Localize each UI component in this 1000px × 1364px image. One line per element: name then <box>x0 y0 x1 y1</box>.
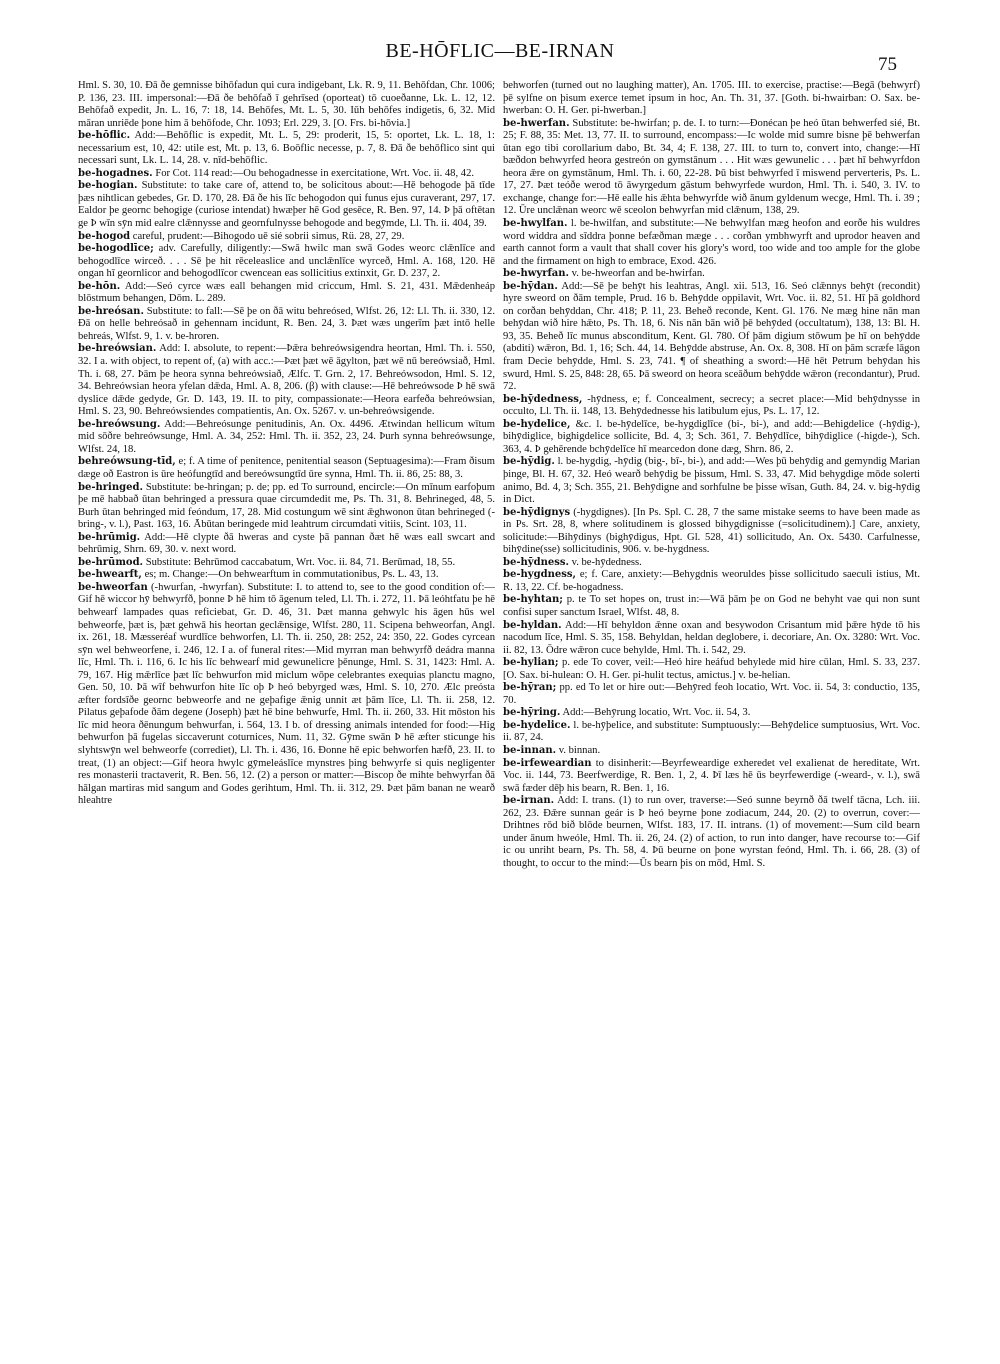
entry-headword: be-hogodlīce; <box>78 243 154 255</box>
entry-headword: be-hogadnes. <box>78 167 153 179</box>
entry-text: adv. Carefully, diligently:—Swā hwilc man swā Godes weorc clǣnlīce and behogodlīce wirceð. . . . Sē þe hit rēceleaslice and unclǣnlīce wyrceð, Hml. A. 168, 120. Hē ongan hī geornlicor and behogodlīcor cwencean eas sollicitius extinxit, Gr. D. 237, 2. <box>78 243 495 280</box>
entry-text: Add: I. trans. (1) to run over, traverse:—Seó sunne beyrnð ðā twelf tācna, Lch. iii. 262, 23. Ðǣre sunnan geár is Þ heó beyrne þone zodiacum, 244, 20. (2) to overrun, cover:—Drihtnes rōd bið blōde beurnen, Wlfst. 183, 17. II. intrans. (1) of movement:—Sum cild bearn under ānum hweóle, Hml. Th. ii. 26, 24. (2) of action, to run into danger, have recourse to:—Gif ic ou unriht bearn, Ps. Th. 58, 4. Þū beurne on þone wyrstan feónd, Hml. Th. i. 66, 28. (3) of thought, to occur to the mind:—Ūs bearn þis on mōd, Hml. S. <box>503 795 920 869</box>
entry-headword: be-hringed. <box>78 481 143 493</box>
running-head <box>0 40 1000 75</box>
dictionary-entry <box>78 281 495 306</box>
entry-text: -hȳdness, e; f. Concealment, secrecy; a secret place:—Mid behȳdnysse in occulto, Ll. Th. ii. 148, 13. Behȳdednesse his latibulum ejus, Ps. L. 17, 12. <box>503 393 920 418</box>
entry-text: Add:—Sē þe behȳt his leahtras, Angl. xii. 513, 16. Seó clǣnnys behȳt (recondit) hyre sweord on ðām temple, Prud. 16 b. Behȳdde oppilavit, Wrt. Voc. ii. 82, 51. Hī þā goldhord on corðan behȳddan, Chr. 418; P. 11, 23. Beheð reconde, Kent. Gl. 176. Ne mæg hine nān man behȳdan wið hire hǣto, Ps. Th. 18, 6. Nis nān bān wið þē behȳded (occultatum), 138, 13: Bl. H. 93, 35. Beheð līc munus absconditum, Kent. Gl. 780. Of þām digium stōwum þe hī on behȳdde (abditi) wǣron, Bd. 1, 16; Sch. 44, 14. Behȳdde abstruse, An. Ox. 8, 308. Hī on þām scræfe lāgon fram Decie behȳdde, Hml. S. 23, 741. ¶ of sheathing a sword:—Hē hēt Petrum behȳdan his swurd, Hml. S. 25, 848: 28, 65. Þā sweord on heora sceāðum behȳdde wǣron (recondantur), Prud. 72. <box>503 280 920 393</box>
entry-headword: be-hwylfan. <box>503 218 568 230</box>
dictionary-entry <box>503 80 920 118</box>
entry-headword: be-hwyrfan. <box>503 268 569 280</box>
entry-headword: be-hylian; <box>503 657 559 669</box>
entry-text: Add:—Behreósunge penitudinis, An. Ox. 4496. Ætwindan hellicum wītum mid sōðre behreówsunge, Hml. A. 34, 252: Hml. Th. ii. 352, 23, 24. Þurh synna behreówsunge, Wlfst. 24, 18. <box>78 418 495 455</box>
dictionary-entry <box>78 243 495 281</box>
entry-text: Substitute: to take care of, attend to, be solicitous about:—Hē behogode þā tīde þæs nihtlican gebedes, Gr. D. 170, 28. Ðā ðe his līc behogodon qui funus ejus curaverant, 297, 17. Ealdor þe geornc behogige (curiose intendat) hwæþer hē God gesēce, R. Ben. 97, 14. Þ þā oftētan ge Þ wīn sȳn mid ealre clǣnnysse and geornfulnysse behogode and begȳmde, Ll. Th. ii. 404, 39. <box>78 180 495 230</box>
dictionary-entry <box>78 557 495 570</box>
entry-headword: be-hreówsung. <box>78 418 161 430</box>
dictionary-entry <box>503 507 920 557</box>
entry-text: v. be-hȳdedness. <box>571 556 642 568</box>
entry-headword: be-hȳdignys <box>503 506 571 518</box>
entry-headword: be-hȳran; <box>503 682 557 694</box>
dictionary-entry <box>503 557 920 570</box>
dictionary-entry <box>503 758 920 796</box>
entry-text: p. ede To cover, veil:—Heó hire heáfud behylede mid hire cūlan, Hml. S. 33, 237. [O. Sax. bi-hulean: O. H. Ger. pi-hulit tectus, amictus.] v. be-helian. <box>503 657 920 681</box>
entry-headword: be-hȳring. <box>503 707 561 719</box>
entry-headword: be-hōn. <box>78 280 121 292</box>
dictionary-entry <box>503 569 920 594</box>
entry-text: l. be-hȳþelice, and substitute: Sumptuously:—Behȳdelice sumptuosius, Wrt. Voc. ii. 87, 24. <box>503 719 920 744</box>
entry-headword: be-hȳdan. <box>503 280 558 292</box>
entry-text: &c. l. be-hȳdelīce, be-hygdiglīce (bi-, bi-), and add:—Behigdelice (-hȳdig-), bihȳdiglice, bighigdelice sollicite, Bd. 4, 3; Sch. 361, 7. Behȳdlīce, bihȳdiglice (-higde-), Sch. 363, 4. Þ gehērende bchȳdelīce hī mearcedon done dæg, Shrn. 86, 2. <box>503 418 920 455</box>
entry-headword: be-hwearft, <box>78 569 142 581</box>
entry-text: Add:—Seó cyrce wæs eall behangen mid criccum, Hml. S. 21, 431. Mǣdenheáp blōstmum behangen, Dōm. L. 289. <box>78 280 495 305</box>
entry-headword: be-hrūmig. <box>78 531 141 543</box>
dictionary-entry <box>78 482 495 532</box>
entry-text: es; m. Change:—On behwearftum in commutationibus, Ps. L. 43, 13. <box>144 569 439 581</box>
dictionary-entry <box>78 80 495 130</box>
entry-text: Add: I. absolute, to repent:—Þǣra behreówsigendra heortan, Hml. Th. i. 550, 32. I a. with object, to repent of, (a) with acc.:—Þæt þæt wē āgylton, þæt wē nū bereówsiað, Hml. Th. i. 68, 27. Þām þe heora synna behreówsiað, Ælfc. T. Grn. 2, 17. Behreówsodon, Hml. S. 12, 34. Behreówsian heora yfelan dǣda, Hml. A. 8, 206. (β) with clause:—Hē behreówsode Þ hē swā dyslice dǣde gedyde, Gr. D. 143, 19. II. to pity, compassionate:—Heora earfeða behreówsian, Hml. S. 23, 90. Behreówsiendes compatientis, An. Ox. 5267. v. un-behreówsigende. <box>78 343 495 418</box>
entry-headword: be-hweorfan <box>78 581 148 593</box>
entry-text: Add:—Hī behyldon ǣnne oxan and besywodon Crisantum mid þǣre hȳde tō his nacodum līce, Hml. S. 35, 158. Behyldan, heldan deglobere, i. decoriare, An. Ox. 3280: Wrt. Voc. ii. 82, 13. Ōdre wǣron cuce behylde, Hml. Th. i. 542, 29. <box>503 619 920 656</box>
entry-headword: be-hreósan. <box>78 305 144 317</box>
dictionary-entry <box>503 657 920 682</box>
entry-text: careful, prudent:—Bihogodo uē sié sobrii simus, Rü. 28, 27, 29. <box>132 230 405 242</box>
entry-text: (-hygdignes). [In Ps. Spl. C. 28, 7 the same mistake seems to have been made as in Ps. Srt. 28, 8, where solitudinem is glossed bihygdignisse (=solicitudinem).] Care, anxiety, solicitude:—Bihȳdinys (bighȳdigus, Hpt. Gl. 528, 41) sollicitudo, An. Ox. 5430. Carfulnesse, bihȳdine(sse) sollicitudinis, 906. v. be-hygdness. <box>503 506 920 556</box>
dictionary-entry <box>503 281 920 394</box>
dictionary-entry <box>503 720 920 745</box>
entry-text: e; f. Care, anxiety:—Behygdnis weoruldes þisse sollicitudo saeculi istius, Mt. R. 13, 22. Cf. be-hogadness. <box>503 569 920 593</box>
dictionary-entry <box>78 168 495 181</box>
dictionary-entry <box>503 394 920 419</box>
entry-text: Add:—Behōflic is expedit, Mt. L. 5, 29: proderit, 15, 5: oportet, Lk. L. 18, 1: necessarium est, 10, 42: utile est, Mt. p. 13, 6. Boōflic necesse, p. 7, 8. Ðā ðe behōflico sint qui necessari sunt, Lk. L. 14, 28. v. nīd-behōflic. <box>78 130 495 167</box>
dictionary-entry <box>503 682 920 707</box>
page-title: BE-HŌFLIC—BE-IRNAN <box>385 40 615 62</box>
dictionary-entry <box>78 180 495 230</box>
dictionary-entry <box>78 456 495 481</box>
dictionary-entry <box>78 130 495 168</box>
entry-headword: be-hōflic. <box>78 130 131 142</box>
entry-text: to disinherit:—Beyrfeweardige exheredet vel exalienat de hereditate, Wrt. Voc. ii. 144, 73. Beerfwerdige, R. Ben. 1, 2, 4. Þī læs hē ūs beyrfewerdige (-weard-, v. l.), swā swā fæder dēþ his bearn, R. Ben. 1, 16. <box>503 757 920 794</box>
dictionary-entry <box>503 456 920 506</box>
dictionary-entry <box>78 532 495 557</box>
entry-text: (-hwurfan, -hwyrfan). Substitute: I. to attend to, see to the good condition of:—Gif hē wiccor hȳ behwyrfð, þonne Þ hē him tō āgenum teled, Ll. Th. i. 272, 11. Þā leóhtfatu þe hē behwearf lampades quas reficiebat, Gr. D. 46, 31. Þæt manna gehwylc his āgen hūs wel behweorfe, þæt is, þæt gehwā his heortan geclǣnsige, Wlfst. 280, 11. Scipena behweorfan, Angl. ix. 261, 18. Mæsseréaf wurdlīce behworfen, Ll. Th. ii. 250, 28: 252, 24: 350, 22. Godes cyrcean sȳn wel behweorfene, i. 246, 12. I a. of funeral rites:—Mid myrran man behwyrfð deádra manna līc, Hml. Th. i. 116, 6. Ic his līc behwearf mid gewunelicre þēnunge, Hml. S. 31, 1423: Hml. A. 79, 167. Hig mǣrlīce þæt līc behwurfon mid miclum wōpe celebrantes exequias planctu magno, Gen. 50, 10. Þā wīf behwurfon hite līc oþ Þ heó bebyrged wæs, Hml. S. 10, 270. Ælc preósta æfter fordsīðe geornc bebweorfe and ne geþafige ǣnig unnit æt þām līce, Ll. Th. ii. 258, 12. Pilatus geþafode ðām degene (Joseph) þæt hē bine behwurfe, Hml. Th. ii. 260, 33. Hit mōston his līc mid heora ðēnungum behwurfan, i. 564, 13. I b. of dressing animals intended for food:—Hig behwurfon þā fugelas siccaverunt coturnices, Num. 11, 32. Gȳme swān Þ hē æfter sticunge his slyhtswȳn wel behweorfe (corrediet), Ll. Th. i. 436, 16. Ðonne hē epic behworfen hæfð, 23. II. to treat, (1) an object:—Gif heora hwylc gȳmeleáslīce mynstres þing behwyrfe si quis negligenter res monasterii tractaverit, R. Ben. 56, 12. (2) a person or matter:—Biscop ðe mihte behwyrfan ðā hālgan martiras mid sangum and Godes gerihtum, Hml. Th. ii. 312, 29. Þæt þām banan ne wearð hleahtre <box>78 581 495 807</box>
dictionary-entry <box>503 419 920 457</box>
entry-text: v. binnan. <box>558 744 601 756</box>
entry-headword: be-hygdness, <box>503 569 576 581</box>
entry-headword: be-hyldan. <box>503 619 562 631</box>
entry-text: behworfen (turned out no laughing matter), An. 1705. III. to exercise, practise:—Begā (behwyrf) þē sylfne on þisum exerce temet ipsum in hoc, An. Th. 31, 37. [Goth. bi-hwairban: O. Sax. be-hwerban: O. H. Ger. pi-hwerban.] <box>503 80 920 117</box>
entry-text: v. be-hweorfan and be-hwirfan. <box>571 268 705 280</box>
entry-headword: be-irnan. <box>503 795 555 807</box>
entry-headword: be-hogian. <box>78 180 138 192</box>
dictionary-entry <box>78 306 495 344</box>
entry-headword: be-hydelice. <box>503 719 571 731</box>
dictionary-entry <box>78 343 495 418</box>
entry-headword: be-hȳdig. <box>503 456 555 468</box>
entry-text: Hml. S. 30, 10. Ðā ðe gemnisse bihōfadun qui cura indigebant, Lk. R. 9, 11. Behōfdan, Chr. 1006; P. 136, 23. III. impersonal:—Ðā ðe behōfað ī gehrīsed (oporteat) tō cuoeðanne, Lk. L. 12, 12. Behōfað expedit, Jn. L. 16, 7: 18, 14. Behōfes, Mt. L. 5, 30. Iūh behōfes indigetis, 6, 32. Mid māran unriēde þone him ā behōfode, Chr. 1093; Erl. 229, 3. [O. Frs. bi-hōvia.] <box>78 80 495 129</box>
entry-headword: be-hyhtan; <box>503 594 563 606</box>
entry-text: p. te To set hopes on, trust in:—Wā þām þe on God ne behyht vae qui non sunt confisi super sanctum Israel, Wlfst. 48, 8. <box>503 594 920 618</box>
entry-text: l. be-hygdig, -hȳdig (big-, bī-, bi-), and add:—Wes þū behȳdig and gemyndig Marian þinge, Bl. H. 67, 32. Heó wearð behȳdig be þissum, Hml. S. 33, 47. Mid behygdige mōde solerti animo, Bd. 4, 3; Sch. 355, 21. Behȳdigne and sorhfulne be þisse wīsan, Guth. 84, 24. v. big-hȳdig in Dict. <box>503 456 920 506</box>
dictionary-entry <box>78 582 495 808</box>
dictionary-entry <box>503 620 920 658</box>
dictionary-entry <box>503 745 920 758</box>
entry-headword: be-hrūmod. <box>78 556 144 568</box>
dictionary-entry <box>503 118 920 218</box>
entry-headword: be-hȳdedness, <box>503 393 583 405</box>
entry-headword: be-hydelice, <box>503 418 571 430</box>
right-column <box>503 80 920 1360</box>
entry-text: pp. ed To let or hire out:—Behȳred feoh locatio, Wrt. Voc. ii. 54, 3: conductio, 135, 70. <box>503 682 920 706</box>
entry-headword: be-hȳdness. <box>503 556 569 568</box>
entry-headword: be-hreówsian. <box>78 343 157 355</box>
dictionary-entry <box>503 707 920 720</box>
dictionary-entry <box>503 594 920 619</box>
entry-text: Substitute: be-hringan; p. de; pp. ed To surround, encircle:—On mīnum earfoþum þe mē habbað ūtan behringed a pressura quae circumdedit me, Ps. Th. 31, 8. Behrineged, 48, 5. Burh ūtan behringed mid feóndum, 17, 28. Mid costungum wē sint ǣghwonon ūtan behrineged (-bring-, v. l.), Past. 163, 16. Ābūtan beringede mid leahtrum circumdati vitiis, Scint. 103, 11. <box>78 481 495 531</box>
entry-text: Substitute: be-hwirfan; p. de. I. to turn:—Ðonécan þe heó ūtan behwerfed sié, Bt. 25; F. 88, 35: Met. 13, 77. II. to surround, encompass:—Ic wolde mid sumre bisne þē behwerfan ūtan ego tibi corollarium dabo, Bt. 34, 4; F. 138, 27. III. to turn to, convert into, change:—Hī bæðdon behwyrfed heora gestreón on gymstānum . . . Hit wæs gewunelic . . . þæt hī behwyrfdon heora ǣre on gymstānum, Hml. Th. i. 60, 22-28. Þū bist behwyrfed ī miswend perverteris, Ps. L. 17, 27. Þæt teóðe werod tō āwyrgedum gāstum behwyrfede wurdon, Hml. Th. i. 540, 3. IV. to exchange, change for:—Hē ealle his ǣhta behwyrfde wið ānum gyldenum wecge, Hml. Th. i. 39 ; 12. Ūre unclǣnan weorc wē sceolon behwyrfan mid clǣnum, 138, 29. <box>503 117 920 217</box>
entry-headword: be-irfeweardian <box>503 757 592 769</box>
left-column <box>78 80 495 1360</box>
entry-headword: be-hwerfan. <box>503 117 570 129</box>
page-number: 75 <box>878 54 897 75</box>
dictionary-entry <box>503 268 920 281</box>
dictionary-entry <box>78 569 495 582</box>
entry-text: Add:—Hē clypte ðā hweras and cyste þā pannan ðæt hē wæs eall swcart and behrūmig, Shrn. 69, 30. v. next word. <box>78 531 495 556</box>
entry-text: l. be-hwilfan, and substitute:—Ne behwylfan mæg heofon and eorðe his wuldres word widdra and sīddra þonne befæðman mæge . . . corðan ymbhwyrft and uprodor heaven and earth cannot form a vault that shall cover his glory's word, too wide and too ample for the globe and the firmament on high to embrace, Exod. 426. <box>503 218 920 267</box>
dictionary-entry <box>503 218 920 268</box>
dictionary-entry <box>78 231 495 244</box>
dictionary-entry <box>503 795 920 870</box>
dictionary-entry <box>78 419 495 457</box>
entry-text: Add:—Behȳrung locatio, Wrt. Voc. ii. 54, 3. <box>562 707 751 719</box>
entry-headword: behreówsung-tīd, <box>78 456 176 468</box>
entry-text: For Cot. 114 read:—Ou behogadnesse in exercitatione, Wrt. Voc. ii. 48, 42. <box>155 167 475 179</box>
entry-text: e; f. A time of penitence, penitential season (Septuagesima):—Fram ðisum dæge oð Eastron is ūre heófungtīd and bereówsungtīd ūre synna, Hml. Th. ii. 86, 25: 88, 3. <box>78 456 495 480</box>
entry-text: Substitute: to fall:—Sē þe on ðā witu behreósed, Wlfst. 26, 12: Ll. Th. ii. 330, 12. Ðā on helle behreósað in gehennam incidunt, R. Ben. 24, 3. Þæt wæs ungerīm þæt intō helle behreás, Wlfst. 9, 1. v. be-hroren. <box>78 305 495 342</box>
entry-text: Substitute: Behrūmod caccabatum, Wrt. Voc. ii. 84, 71. Berūmad, 18, 55. <box>145 556 456 568</box>
entry-headword: be-innan. <box>503 744 557 756</box>
entry-headword: be-hogod <box>78 230 131 242</box>
